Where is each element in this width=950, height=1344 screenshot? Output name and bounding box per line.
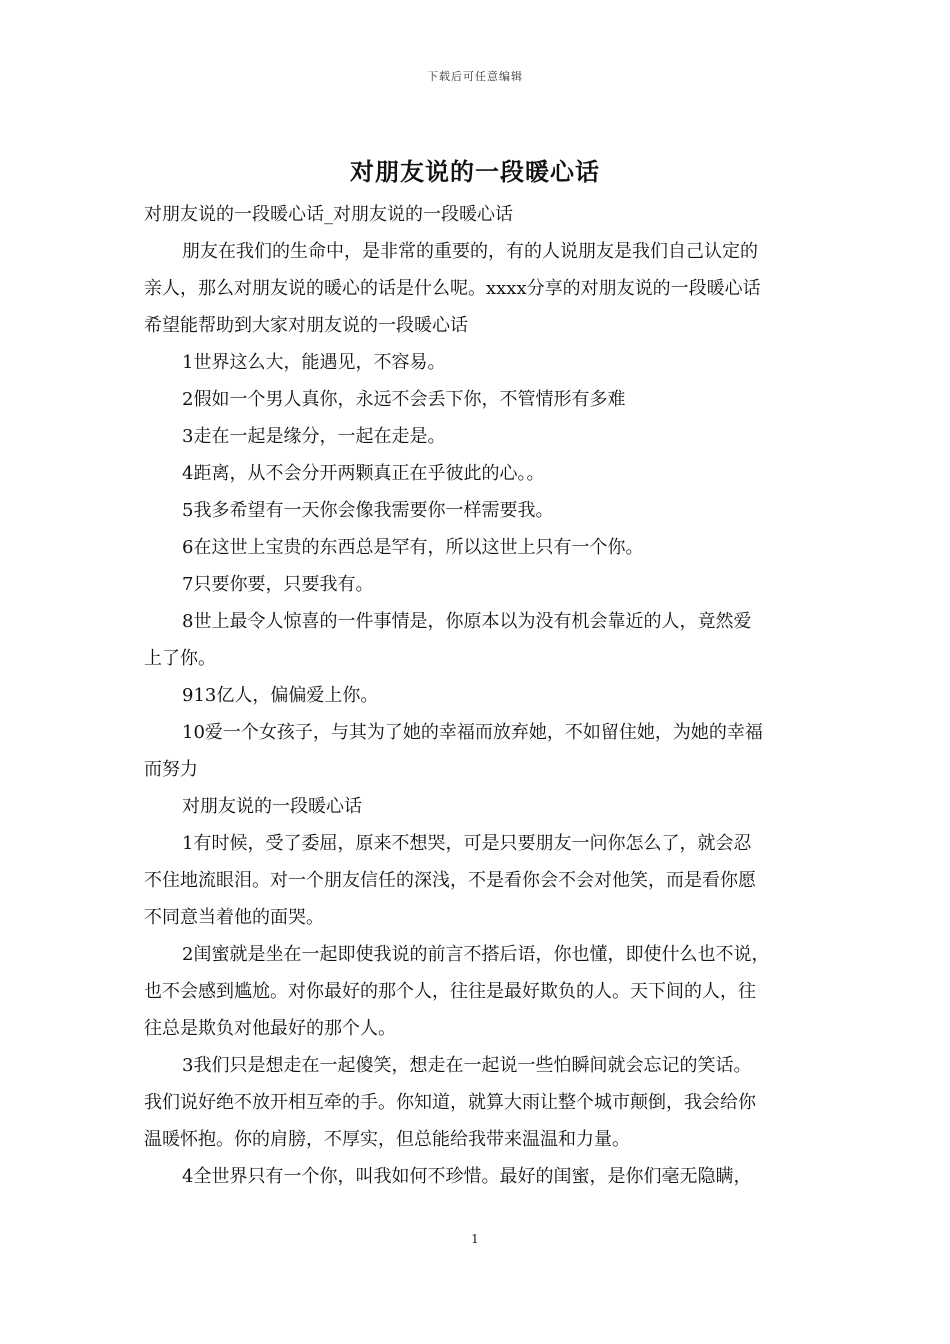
paragraph-line: 2闺蜜就是坐在一起即使我说的前言不搭后语，你也懂，即使什么也不说，	[182, 944, 770, 965]
paragraph	[144, 677, 808, 714]
section-heading: 对朋友说的一段暖心话	[182, 796, 362, 817]
paragraph-line: 4全世界只有一个你，叫我如何不珍惜。最好的闺蜜，是你们毫无隐瞒，	[182, 1166, 752, 1187]
paragraph-line: 也不会感到尴尬。对你最好的那个人，往往是最好欺负的人。天下间的人，往	[144, 981, 756, 1002]
paragraph-line: 亲人，那么对朋友说的暖心的话是什么呢。xxxx分享的对朋友说的一段暖心话	[144, 278, 761, 299]
paragraph	[144, 492, 808, 529]
paragraph-line: 2假如一个男人真你，永远不会丢下你，不管情形有多难	[182, 389, 626, 410]
page-number: 1	[471, 1232, 479, 1246]
paragraph-line: 7只要你要，只要我有。	[182, 574, 374, 595]
paragraph-line: 1有时候，受了委屈，原来不想哭，可是只要朋友一问你怎么了，就会忍	[182, 833, 752, 854]
paragraph	[144, 714, 808, 788]
subtitle-line: 对朋友说的一段暖心话_对朋友说的一段暖心话	[144, 204, 513, 225]
paragraph	[144, 936, 808, 1047]
document-title: 对朋友说的一段暖心话	[350, 157, 600, 186]
paragraph	[144, 344, 808, 381]
paragraph	[144, 825, 808, 936]
paragraph-line: 6在这世上宝贵的东西总是罕有，所以这世上只有一个你。	[182, 537, 644, 558]
paragraph-line: 希望能帮助到大家对朋友说的一段暖心话	[144, 315, 468, 336]
paragraph-line: 不住地流眼泪。对一个朋友信任的深浅，不是看你会不会对他笑，而是看你愿	[144, 870, 756, 891]
paragraph	[144, 455, 808, 492]
paragraph-line: 4距离，从不会分开两颗真正在乎彼此的心。。	[182, 463, 545, 484]
paragraph-line: 不同意当着他的面哭。	[144, 907, 324, 928]
paragraph-line: 8世上最令人惊喜的一件事情是，你原本以为没有机会靠近的人，竟然爱	[182, 611, 752, 632]
document-body	[144, 196, 808, 1195]
paragraph-line: 朋友在我们的生命中，是非常的重要的，有的人说朋友是我们自己认定的	[182, 241, 758, 262]
paragraph	[144, 1158, 808, 1195]
paragraph-line: 913亿人，偏偏爱上你。	[182, 685, 379, 706]
header-note: 下载后可任意编辑	[427, 70, 523, 83]
paragraph-line: 温暖怀抱。你的肩膀，不厚实，但总能给我带来温温和力量。	[144, 1129, 630, 1150]
paragraph	[144, 418, 808, 455]
paragraph	[144, 788, 808, 825]
paragraph-line: 往总是欺负对他最好的那个人。	[144, 1018, 396, 1039]
paragraph	[144, 603, 808, 677]
paragraph-line: 3我们只是想走在一起傻笑，想走在一起说一些怕瞬间就会忘记的笑话。	[182, 1055, 752, 1076]
paragraph-line: 上了你。	[144, 648, 216, 669]
paragraph	[144, 381, 808, 418]
paragraph	[144, 233, 808, 344]
paragraph-line: 3走在一起是缘分，一起在走是。	[182, 426, 446, 447]
paragraph	[144, 529, 808, 566]
paragraph	[144, 566, 808, 603]
paragraph-line: 5我多希望有一天你会像我需要你一样需要我。	[182, 500, 554, 521]
paragraph-line: 10爱一个女孩子，与其为了她的幸福而放弃她，不如留住她，为她的幸福	[182, 722, 763, 743]
paragraph-line: 而努力	[144, 759, 198, 780]
paragraph	[144, 1047, 808, 1158]
paragraph-line: 1世界这么大，能遇见，不容易。	[182, 352, 446, 373]
paragraph-line: 我们说好绝不放开相互牵的手。你知道，就算大雨让整个城市颠倒，我会给你	[144, 1092, 756, 1113]
